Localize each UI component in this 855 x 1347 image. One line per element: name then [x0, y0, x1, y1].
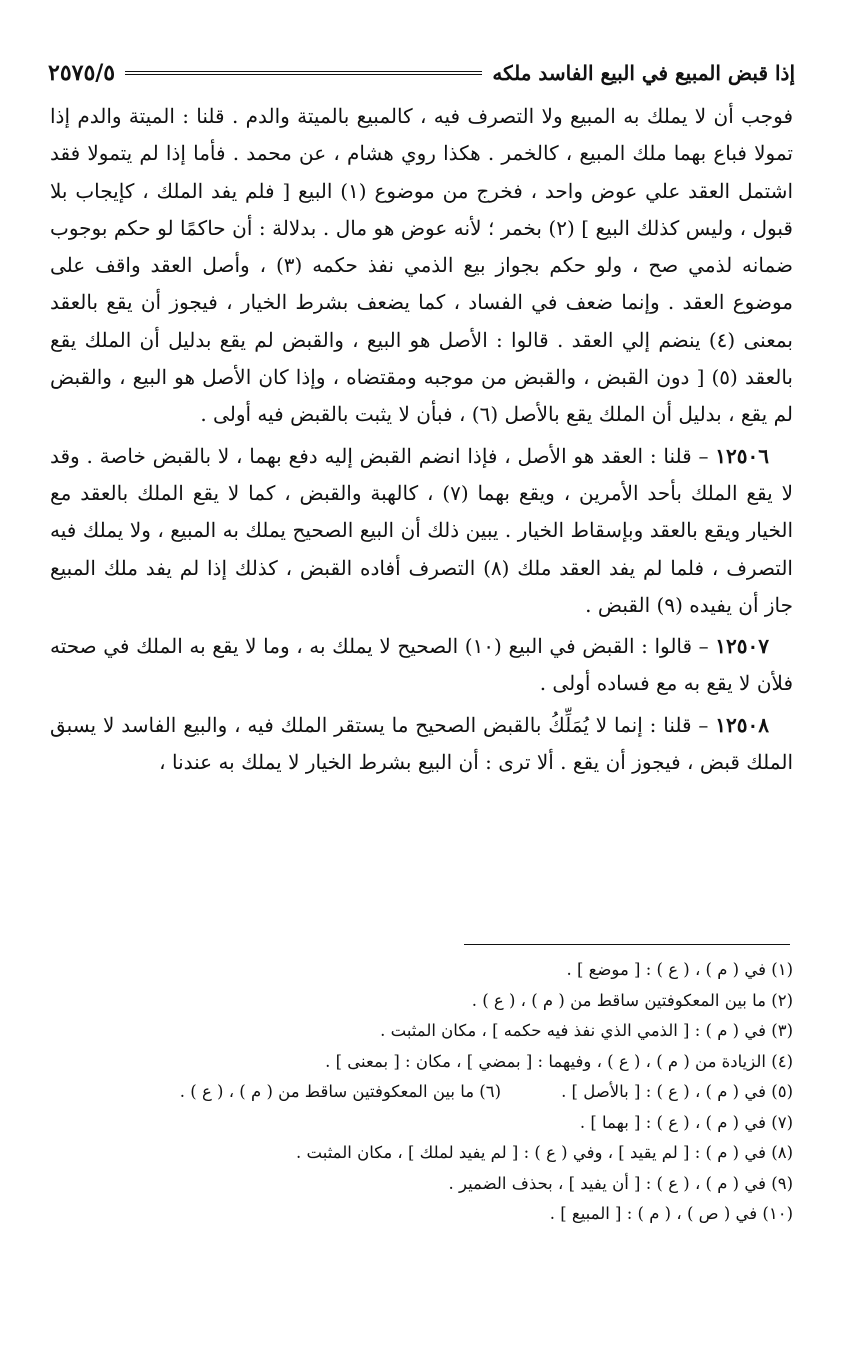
paragraph-number: ١٢٥٠٦ — [715, 443, 769, 468]
footnote-row — [50, 1077, 793, 1108]
footnotes — [50, 955, 793, 1230]
page-header — [48, 56, 795, 90]
paragraph-12506 — [50, 438, 793, 624]
header-rule — [125, 71, 482, 75]
paragraph-text: فوجب أن لا يملك به المبيع ولا التصرف فيه ، كالمبيع بالميتة والدم . قلنا : الميتة والدم إذا تمولا فباع بهما ملك المبيع ، كالخمر . هكذا روي هشام ، عن محمد . فأما إذا لم يتمولا فقد اشتمل العقد علي عوض واحد ، فخرج من موضوع (١) البيع [ فلم يفد الملك ، كإيجاب بلا قبول ، وليس كذلك البيع ] (٢) بخمر ؛ لأنه عوض هو مال . بدلالة : أن حاكمًا لو حكم بوجوب ضمانه لذمي صح ، ولو حكم بجواز بيع الذمي نفذ حكمه (٣) ، وأصل العقد واقف على موضوع العقد . وإنما ضعف في الفساد ، كما يضعف بشرط الخيار ، فيجوز أن يقع بالعقد بمعنى (٤) ينضم إلي العقد . قالوا : الأصل هو البيع ، والقبض لم يقع بدليل أن الملك يقع بالعقد (٥) [ دون القبض ، والقبض من موجبه ومقتضاه ، وإذا كان الأصل هو البيع ، والقبض لم يقع ، بدليل أن الملك يقع بالأصل (٦) ، فبأن لا يثبت بالقبض فيه أولى . — [50, 104, 794, 427]
paragraph-12507 — [50, 628, 793, 703]
footnote-separator — [464, 944, 790, 945]
paragraph-text: – قلنا : العقد هو الأصل ، فإذا انضم القبض إليه دفع بهما ، لا بالقبض خاصة . وقد لا يقع الملك بأحد الأمرين ، ويقع بهما (٧) ، كالهبة والقبض ، كما لا يقع الملك بالعقد مع الخيار ويقع بالعقد وبإسقاط الخيار . يبين ذلك أن البيع الصحيح يملك به المبيع ، ولا يملك فيه التصرف ، فلما لم يفد العقد ملك (٨) التصرف أفاده القبض ، كذلك إذا لم يفد ملك المبيع جاز أن يفيده (٩) القبض . — [50, 443, 793, 617]
footnote: (٥) في ( م ) ، ( ع ) : [ بالأصل ] . — [561, 1082, 793, 1101]
paragraph-continuation — [50, 98, 793, 434]
footnote: (٤) الزيادة من ( م ) ، ( ع ) ، وفيهما : [ بمضي ] ، مكان : [ بمعنى ] . — [325, 1051, 793, 1071]
paragraph-12508 — [50, 707, 793, 782]
running-title: إذا قبض المبيع في البيع الفاسد ملكه — [492, 61, 795, 85]
paragraph-text: – قلنا : إنما لا يُمَلِّكُ بالقبض الصحيح ما يستقر الملك فيه ، والبيع الفاسد لا يسبق الملك قبض ، فيجوز أن يقع . ألا ترى : أن البيع بشرط الخيار لا يملك به عندنا ، — [50, 712, 793, 775]
footnote: (٣) في ( م ) : [ الذمي الذي نفذ فيه حكمه ] ، مكان المثبت . — [380, 1021, 793, 1040]
footnote: (٦) ما بين المعكوفتين ساقط من ( م ) ، ( ع ) . — [179, 1082, 502, 1101]
paragraph-text: – قالوا : القبض في البيع (١٠) الصحيح لا يملك به ، وما لا يقع به الملك في صحته فلأن لا يقع به مع فساده أولى . — [50, 634, 793, 696]
page-number: ٢٥٧٥/٥ — [48, 60, 116, 86]
footnote: (٨) في ( م ) : [ لم يقيد ] ، وفي ( ع ) : [ لم يفيد لملك ] ، مكان المثبت . — [296, 1143, 793, 1162]
footnote: (٩) في ( م ) ، ( ع ) : [ أن يفيد ] ، بحذف الضمير . — [448, 1173, 793, 1193]
footnote: (٧) في ( م ) ، ( ع ) : [ بهما ] . — [579, 1112, 793, 1132]
footnote: (١٠) في ( ص ) ، ( م ) : [ المبيع ] . — [549, 1204, 793, 1223]
paragraph-number: ١٢٥٠٨ — [715, 712, 770, 737]
main-text — [50, 98, 793, 785]
footnote: (٢) ما بين المعكوفتين ساقط من ( م ) ، ( ع ) . — [471, 990, 793, 1010]
paragraph-number: ١٢٥٠٧ — [715, 634, 769, 659]
footnote: (١) في ( م ) ، ( ع ) : [ موضع ] . — [566, 960, 793, 979]
